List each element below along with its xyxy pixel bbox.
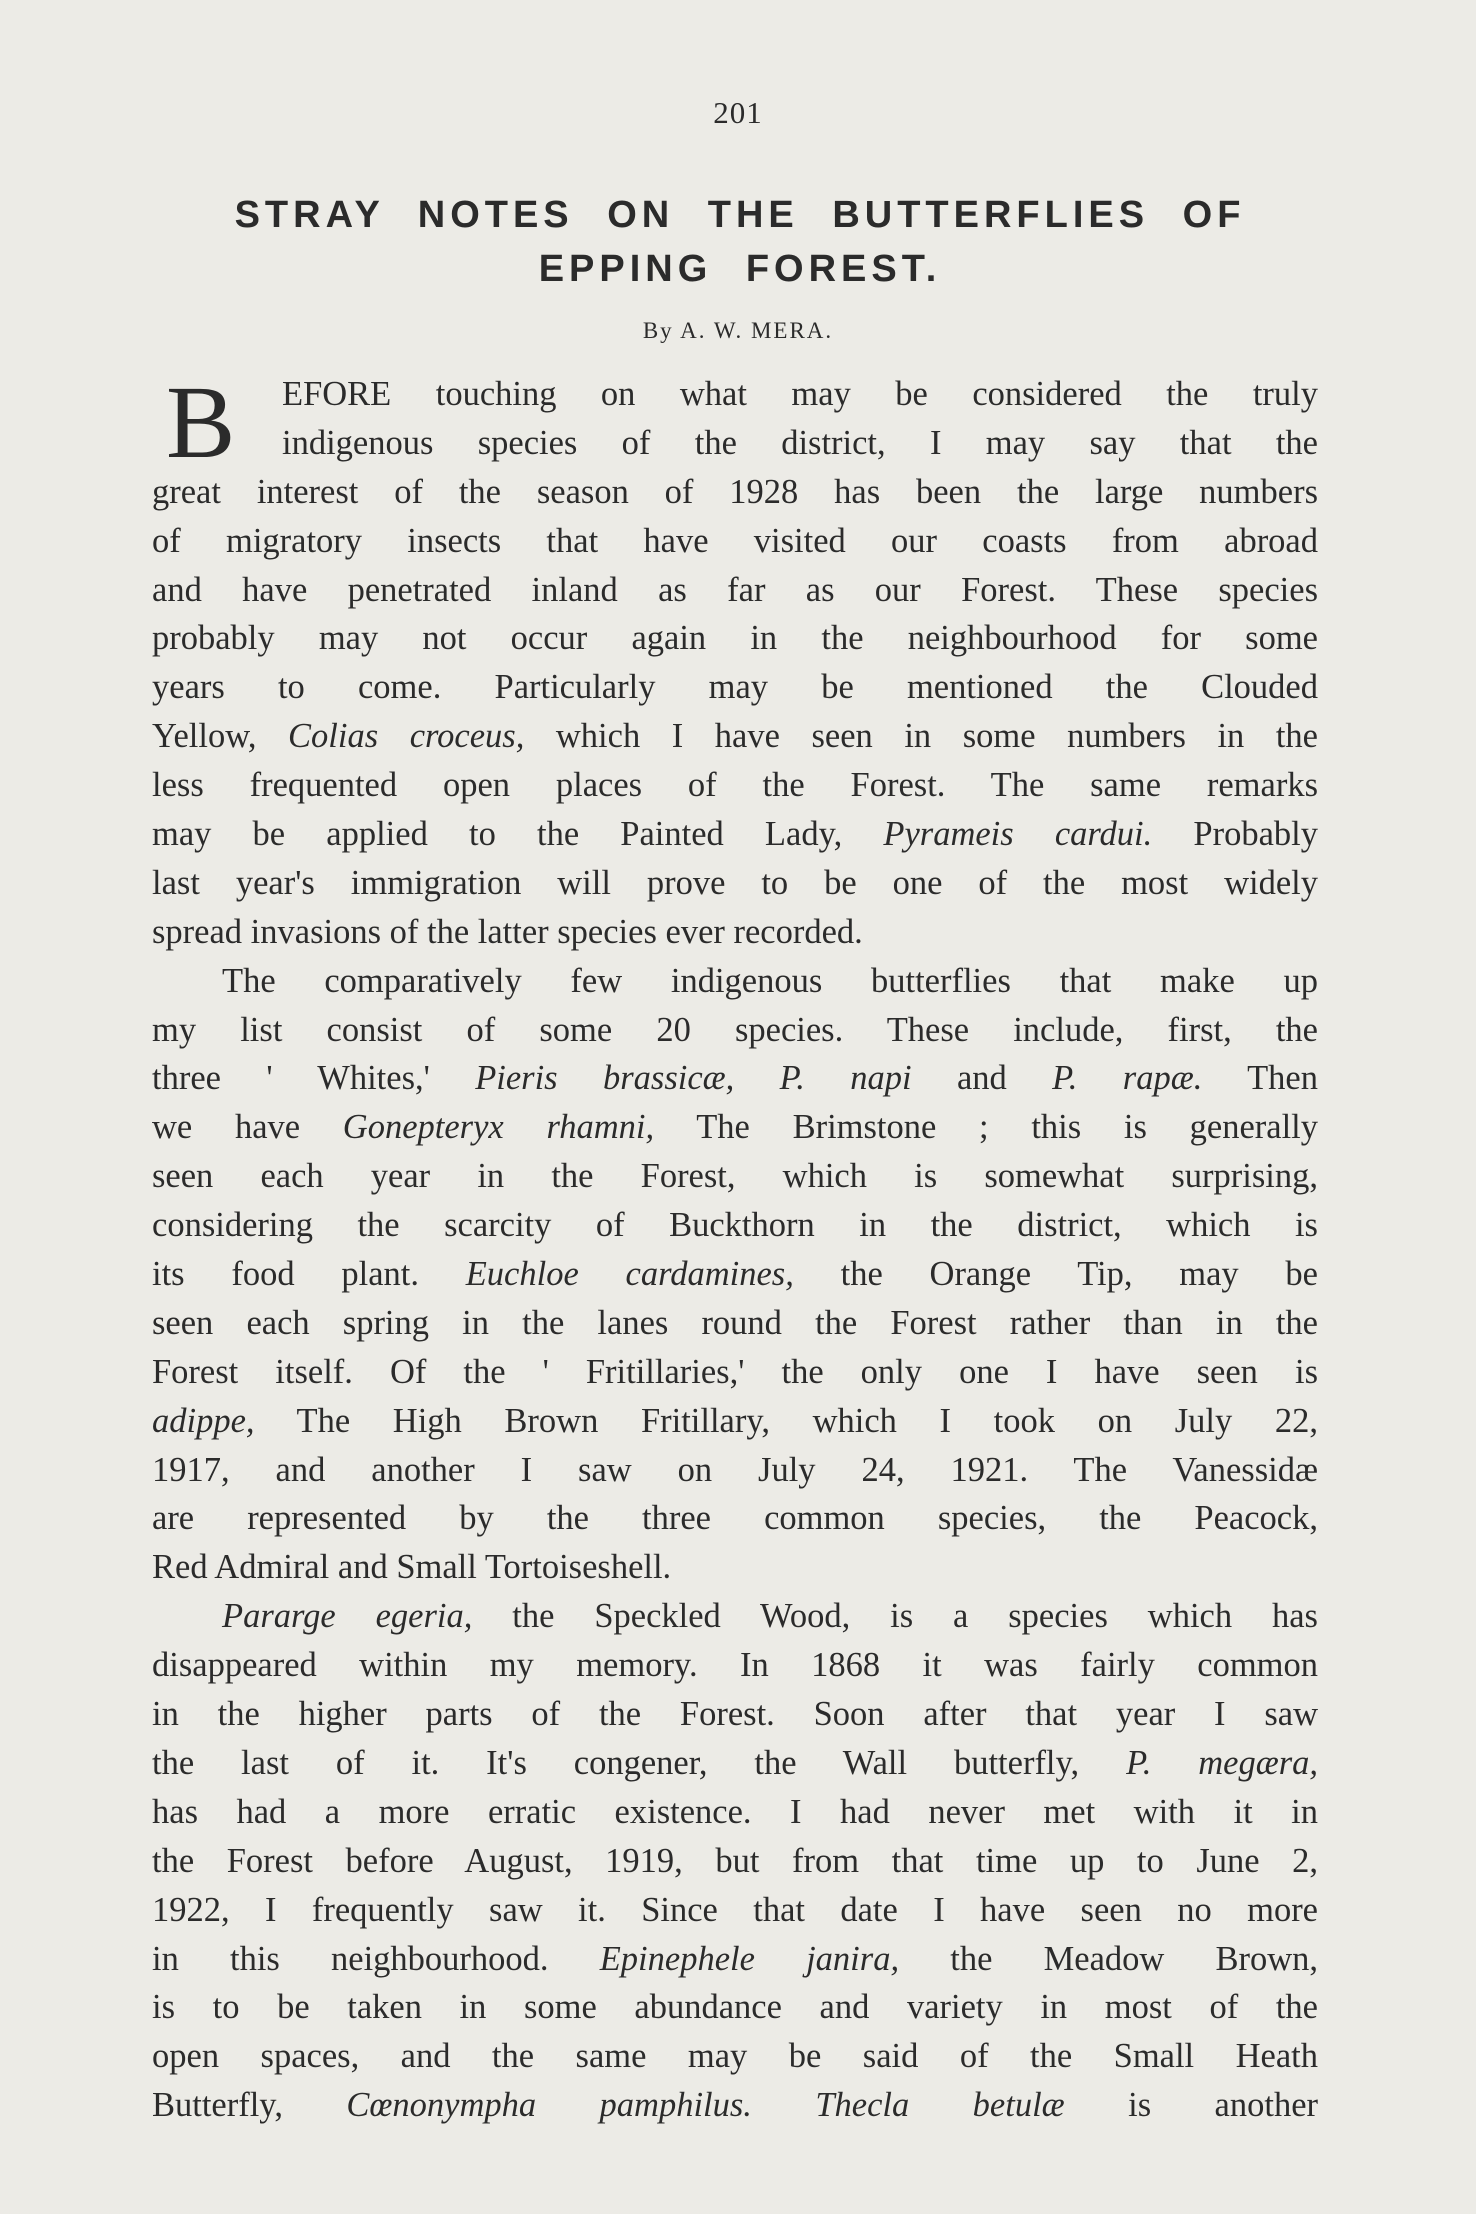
text-line <box>152 1250 1318 1299</box>
text-line <box>152 566 1318 615</box>
text-segment: last year's immigration will prove to be one of the most widely <box>152 863 1318 902</box>
text-segment: years to come. Particularly may be mentioned the Clouded <box>152 668 1318 707</box>
text-segment: 1922, I frequently saw it. Since that date I have seen no more <box>152 1890 1318 1929</box>
text-segment: indigenous species of the district, I may say that the <box>282 423 1318 462</box>
text-segment: and have penetrated inland as far as our Forest. These species <box>152 570 1318 609</box>
text-segment: three ' Whites,' <box>152 1059 476 1098</box>
text-line <box>152 1886 1318 1935</box>
text-line <box>152 957 1318 1006</box>
text-segment: is to be taken in some abundance and variety in most of the <box>152 1988 1318 2027</box>
text-segment: disappeared within my memory. In 1868 it was fairly common <box>152 1646 1318 1685</box>
text-line <box>152 1348 1318 1397</box>
text-segment: are represented by the three common species, the Peacock, <box>152 1499 1318 1538</box>
text-segment: we have <box>152 1108 343 1147</box>
drop-cap: B <box>166 365 236 480</box>
text-line <box>152 2032 1318 2081</box>
article-body <box>152 365 1318 2130</box>
text-segment: EFORE touching on what may be considered the truly <box>282 375 1318 413</box>
text-line <box>152 1446 1318 1495</box>
text-segment: considering the scarcity of Buckthorn in the district, which is <box>152 1206 1318 1245</box>
text-line <box>152 2081 1318 2130</box>
text-segment: the last of it. It's congener, the Wall butterfly, <box>152 1743 1127 1782</box>
text-segment: probably may not occur again in the neighbourhood for some <box>152 619 1318 658</box>
author-byline: By A. W. MERA. <box>642 318 834 343</box>
text-line <box>152 1397 1318 1446</box>
text-line <box>152 1006 1318 1055</box>
text-segment: of migratory insects that have visited our coasts from abroad <box>152 521 1318 560</box>
text-segment: seen each year in the Forest, which is somewhat surprising, <box>152 1157 1318 1196</box>
italic-text: adippe, <box>152 1401 255 1440</box>
text-line <box>152 1103 1318 1152</box>
text-segment: seen each spring in the lanes round the Forest rather than in the <box>152 1303 1318 1342</box>
text-segment: which I have seen in some numbers in the <box>524 717 1318 756</box>
text-line <box>152 1494 1318 1543</box>
text-segment: The comparatively few indigenous butterflies that make up <box>222 961 1318 1000</box>
text-segment: its food plant. <box>152 1255 466 1294</box>
text-line <box>152 712 1318 761</box>
text-segment <box>752 2086 815 2124</box>
text-segment: The Brimstone ; this is generally <box>654 1108 1318 1147</box>
text-segment: The High Brown Fritillary, which I took on July 22, <box>254 1401 1318 1440</box>
italic-text: Pieris brassicæ, P. napi <box>475 1059 912 1098</box>
text-line <box>152 370 1318 419</box>
text-segment: 1917, and another I saw on July 24, 1921. The Vanessidæ <box>152 1450 1318 1489</box>
text-line <box>152 614 1318 663</box>
text-segment: Probably <box>1152 815 1318 854</box>
title-line-2: EPPING FOREST. <box>538 248 942 290</box>
text-line <box>152 517 1318 566</box>
text-segment: Forest itself. Of the ' Fritillaries,' the only one I have seen is <box>152 1352 1318 1391</box>
text-segment: the Forest before August, 1919, but from that time up to June 2, <box>152 1841 1318 1880</box>
text-line <box>152 663 1318 712</box>
text-line <box>152 419 1318 468</box>
text-segment: the Meadow Brown, <box>899 1939 1318 1978</box>
text-segment: less frequented open places of the Forest. The same remarks <box>152 766 1318 805</box>
text-segment: in this neighbourhood. <box>152 1939 600 1978</box>
text-segment: my list consist of some 20 species. These include, first, the <box>152 1010 1318 1049</box>
text-line <box>152 1592 1318 1641</box>
text-line <box>152 1201 1318 1250</box>
text-segment: Then <box>1202 1059 1318 1098</box>
text-line <box>152 761 1318 810</box>
text-segment: Red Admiral and Small Tortoiseshell. <box>152 1548 672 1587</box>
title-line-1: STRAY NOTES ON THE BUTTERFLIES OF <box>234 194 1246 236</box>
italic-text: Euchloe cardamines, <box>465 1255 794 1294</box>
text-line <box>152 908 1318 957</box>
article-title <box>140 188 1340 296</box>
text-line <box>152 1690 1318 1739</box>
text-line <box>152 468 1318 517</box>
italic-text: P. rapæ. <box>1052 1059 1203 1098</box>
text-line <box>152 1152 1318 1201</box>
text-segment: Yellow, <box>152 717 289 756</box>
text-line <box>152 810 1318 859</box>
text-segment: has had a more erratic existence. I had never met with it in <box>152 1792 1318 1831</box>
text-segment: is another <box>1064 2086 1318 2125</box>
text-line <box>152 1641 1318 1690</box>
text-segment: in the higher parts of the Forest. Soon after that year I saw <box>152 1695 1318 1734</box>
text-segment: spread invasions of the latter species ever recorded. <box>152 912 863 951</box>
text-segment: the Orange Tip, may be <box>793 1255 1318 1294</box>
italic-text: Epinephele janira, <box>599 1939 900 1978</box>
italic-text: Colias croceus, <box>288 717 525 756</box>
text-line <box>152 1054 1318 1103</box>
italic-text: Pararge egeria, <box>222 1597 473 1636</box>
text-line <box>152 1788 1318 1837</box>
text-segment: open spaces, and the same may be said of the Small Heath <box>152 2037 1318 2076</box>
italic-text: Pyrameis cardui. <box>883 815 1153 854</box>
text-segment: the Speckled Wood, is a species which has <box>472 1597 1318 1636</box>
text-segment: great interest of the season of 1928 has been the large numbers <box>152 472 1318 511</box>
italic-text: Thecla betulæ <box>815 2086 1065 2125</box>
italic-text: Cœnonympha pamphilus. <box>346 2086 752 2125</box>
text-line <box>152 1299 1318 1348</box>
text-segment: and <box>911 1059 1053 1098</box>
text-segment: Butterfly, <box>152 2086 347 2125</box>
italic-text: P. megæra, <box>1126 1743 1318 1782</box>
text-line <box>152 1739 1318 1788</box>
text-line <box>152 859 1318 908</box>
text-segment: may be applied to the Painted Lady, <box>152 815 884 854</box>
text-line <box>152 1983 1318 2032</box>
text-line <box>152 1543 1318 1592</box>
italic-text: Gonepteryx rhamni, <box>342 1108 655 1147</box>
text-line <box>152 1837 1318 1886</box>
page-number: 201 <box>713 95 763 130</box>
text-line <box>152 1935 1318 1984</box>
